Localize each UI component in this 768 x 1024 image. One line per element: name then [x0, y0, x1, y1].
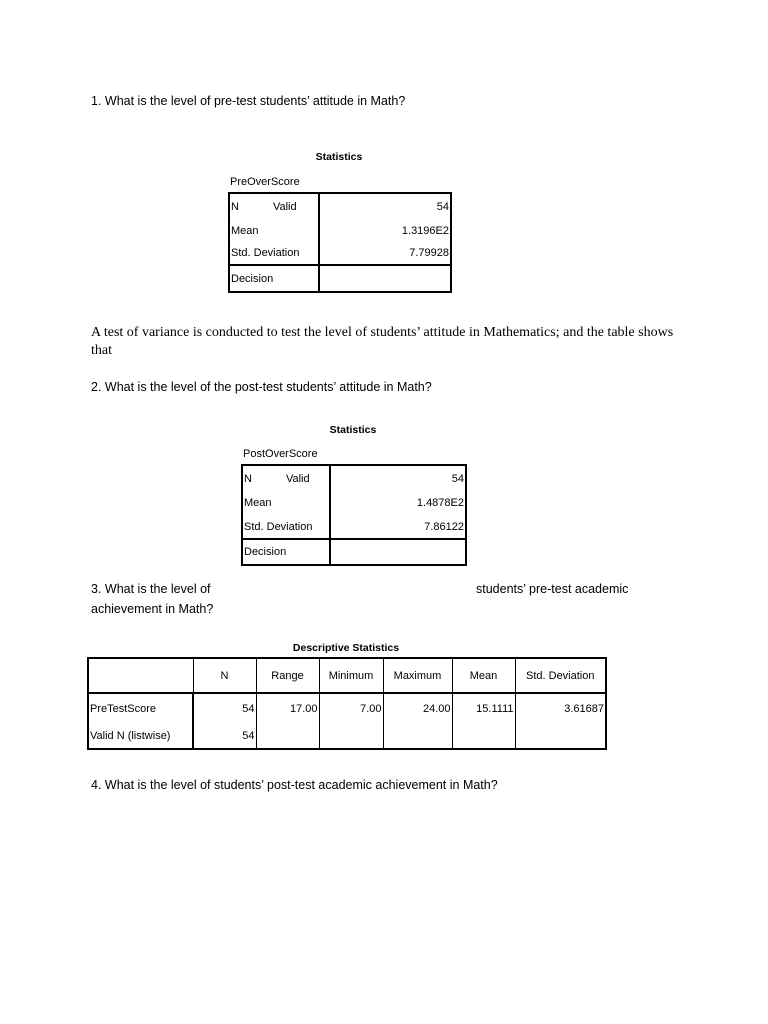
table-2-row-sd — [242, 515, 466, 539]
sd-value: 7.86122 — [424, 520, 464, 533]
row-label: Valid N (listwise) — [88, 724, 193, 749]
table-header-row — [88, 658, 606, 693]
table-row — [88, 724, 606, 749]
cell-range: 17.00 — [256, 693, 319, 724]
table-1-title: Statistics — [315, 151, 363, 163]
table-1-variable: PreOverScore — [230, 176, 300, 188]
header-cell-mean: Mean — [452, 658, 515, 693]
cell-maximum: 24.00 — [383, 693, 452, 724]
cell-n: 54 — [193, 693, 256, 724]
header-cell-range: Range — [256, 658, 319, 693]
mean-value: 1.3196E2 — [401, 224, 449, 237]
cell-n: 54 — [193, 724, 256, 749]
n-value: 54 — [436, 200, 449, 213]
mean-value: 1.4878E2 — [416, 497, 464, 509]
question-3-part-2: students’ pre-test academic — [476, 582, 629, 596]
question-3-part-1: 3. What is the level of — [91, 582, 211, 596]
table-1-row-n — [229, 193, 451, 219]
cell-std-deviation: 3.61687 — [515, 693, 606, 724]
question-3-line-2: achievement in Math? — [91, 602, 214, 616]
n-label: N — [231, 200, 239, 213]
table-2-row-decision — [242, 539, 466, 565]
table-2-row-n — [242, 465, 466, 491]
table-2-title: Statistics — [329, 424, 377, 436]
question-1: 1. What is the level of pre-test students’ attitude in Math? — [91, 94, 406, 108]
table-2 — [241, 464, 467, 566]
cell-std-deviation — [515, 724, 606, 749]
valid-label: Valid — [272, 200, 297, 213]
cell-minimum — [319, 724, 383, 749]
cell-range — [256, 724, 319, 749]
table-3-title: Descriptive Statistics — [292, 642, 400, 654]
descriptive-statistics-table — [87, 657, 607, 750]
header-cell-blank — [88, 658, 193, 693]
header-cell-maximum: Maximum — [383, 658, 452, 693]
table-2-row-mean — [242, 491, 466, 515]
cell-minimum: 7.00 — [319, 693, 383, 724]
question-4: 4. What is the level of students’ post-test academic achievement in Math? — [91, 778, 498, 792]
header-cell-n: N — [193, 658, 256, 693]
n-label: N — [244, 472, 252, 485]
cell-maximum — [383, 724, 452, 749]
sd-label: Std. Deviation — [229, 242, 319, 265]
header-cell-minimum: Minimum — [319, 658, 383, 693]
n-value: 54 — [451, 472, 464, 485]
table-1-row-sd — [229, 242, 451, 265]
header-cell-std-deviation: Std. Deviation — [515, 658, 606, 693]
decision-value — [330, 539, 466, 565]
row-label: PreTestScore — [88, 693, 193, 724]
cell-mean — [452, 724, 515, 749]
question-2: 2. What is the level of the post-test students’ attitude in Math? — [91, 380, 432, 394]
table-row — [88, 693, 606, 724]
valid-label: Valid — [285, 472, 310, 485]
table-1-row-mean — [229, 219, 451, 242]
decision-value — [319, 265, 451, 292]
decision-label: Decision — [242, 539, 330, 565]
mean-label: Mean — [242, 491, 330, 515]
table-1-row-decision — [229, 265, 451, 292]
table-1 — [228, 192, 452, 293]
sd-value: 7.79928 — [409, 247, 449, 259]
sd-label: Std. Deviation — [242, 515, 330, 539]
mean-label: Mean — [229, 219, 319, 242]
table-2-variable: PostOverScore — [243, 448, 318, 460]
paragraph: A test of variance is conducted to test the level of students’ attitude in Mathematics; and the table shows that — [91, 325, 674, 358]
decision-label: Decision — [229, 265, 319, 292]
cell-mean: 15.1111 — [452, 693, 515, 724]
